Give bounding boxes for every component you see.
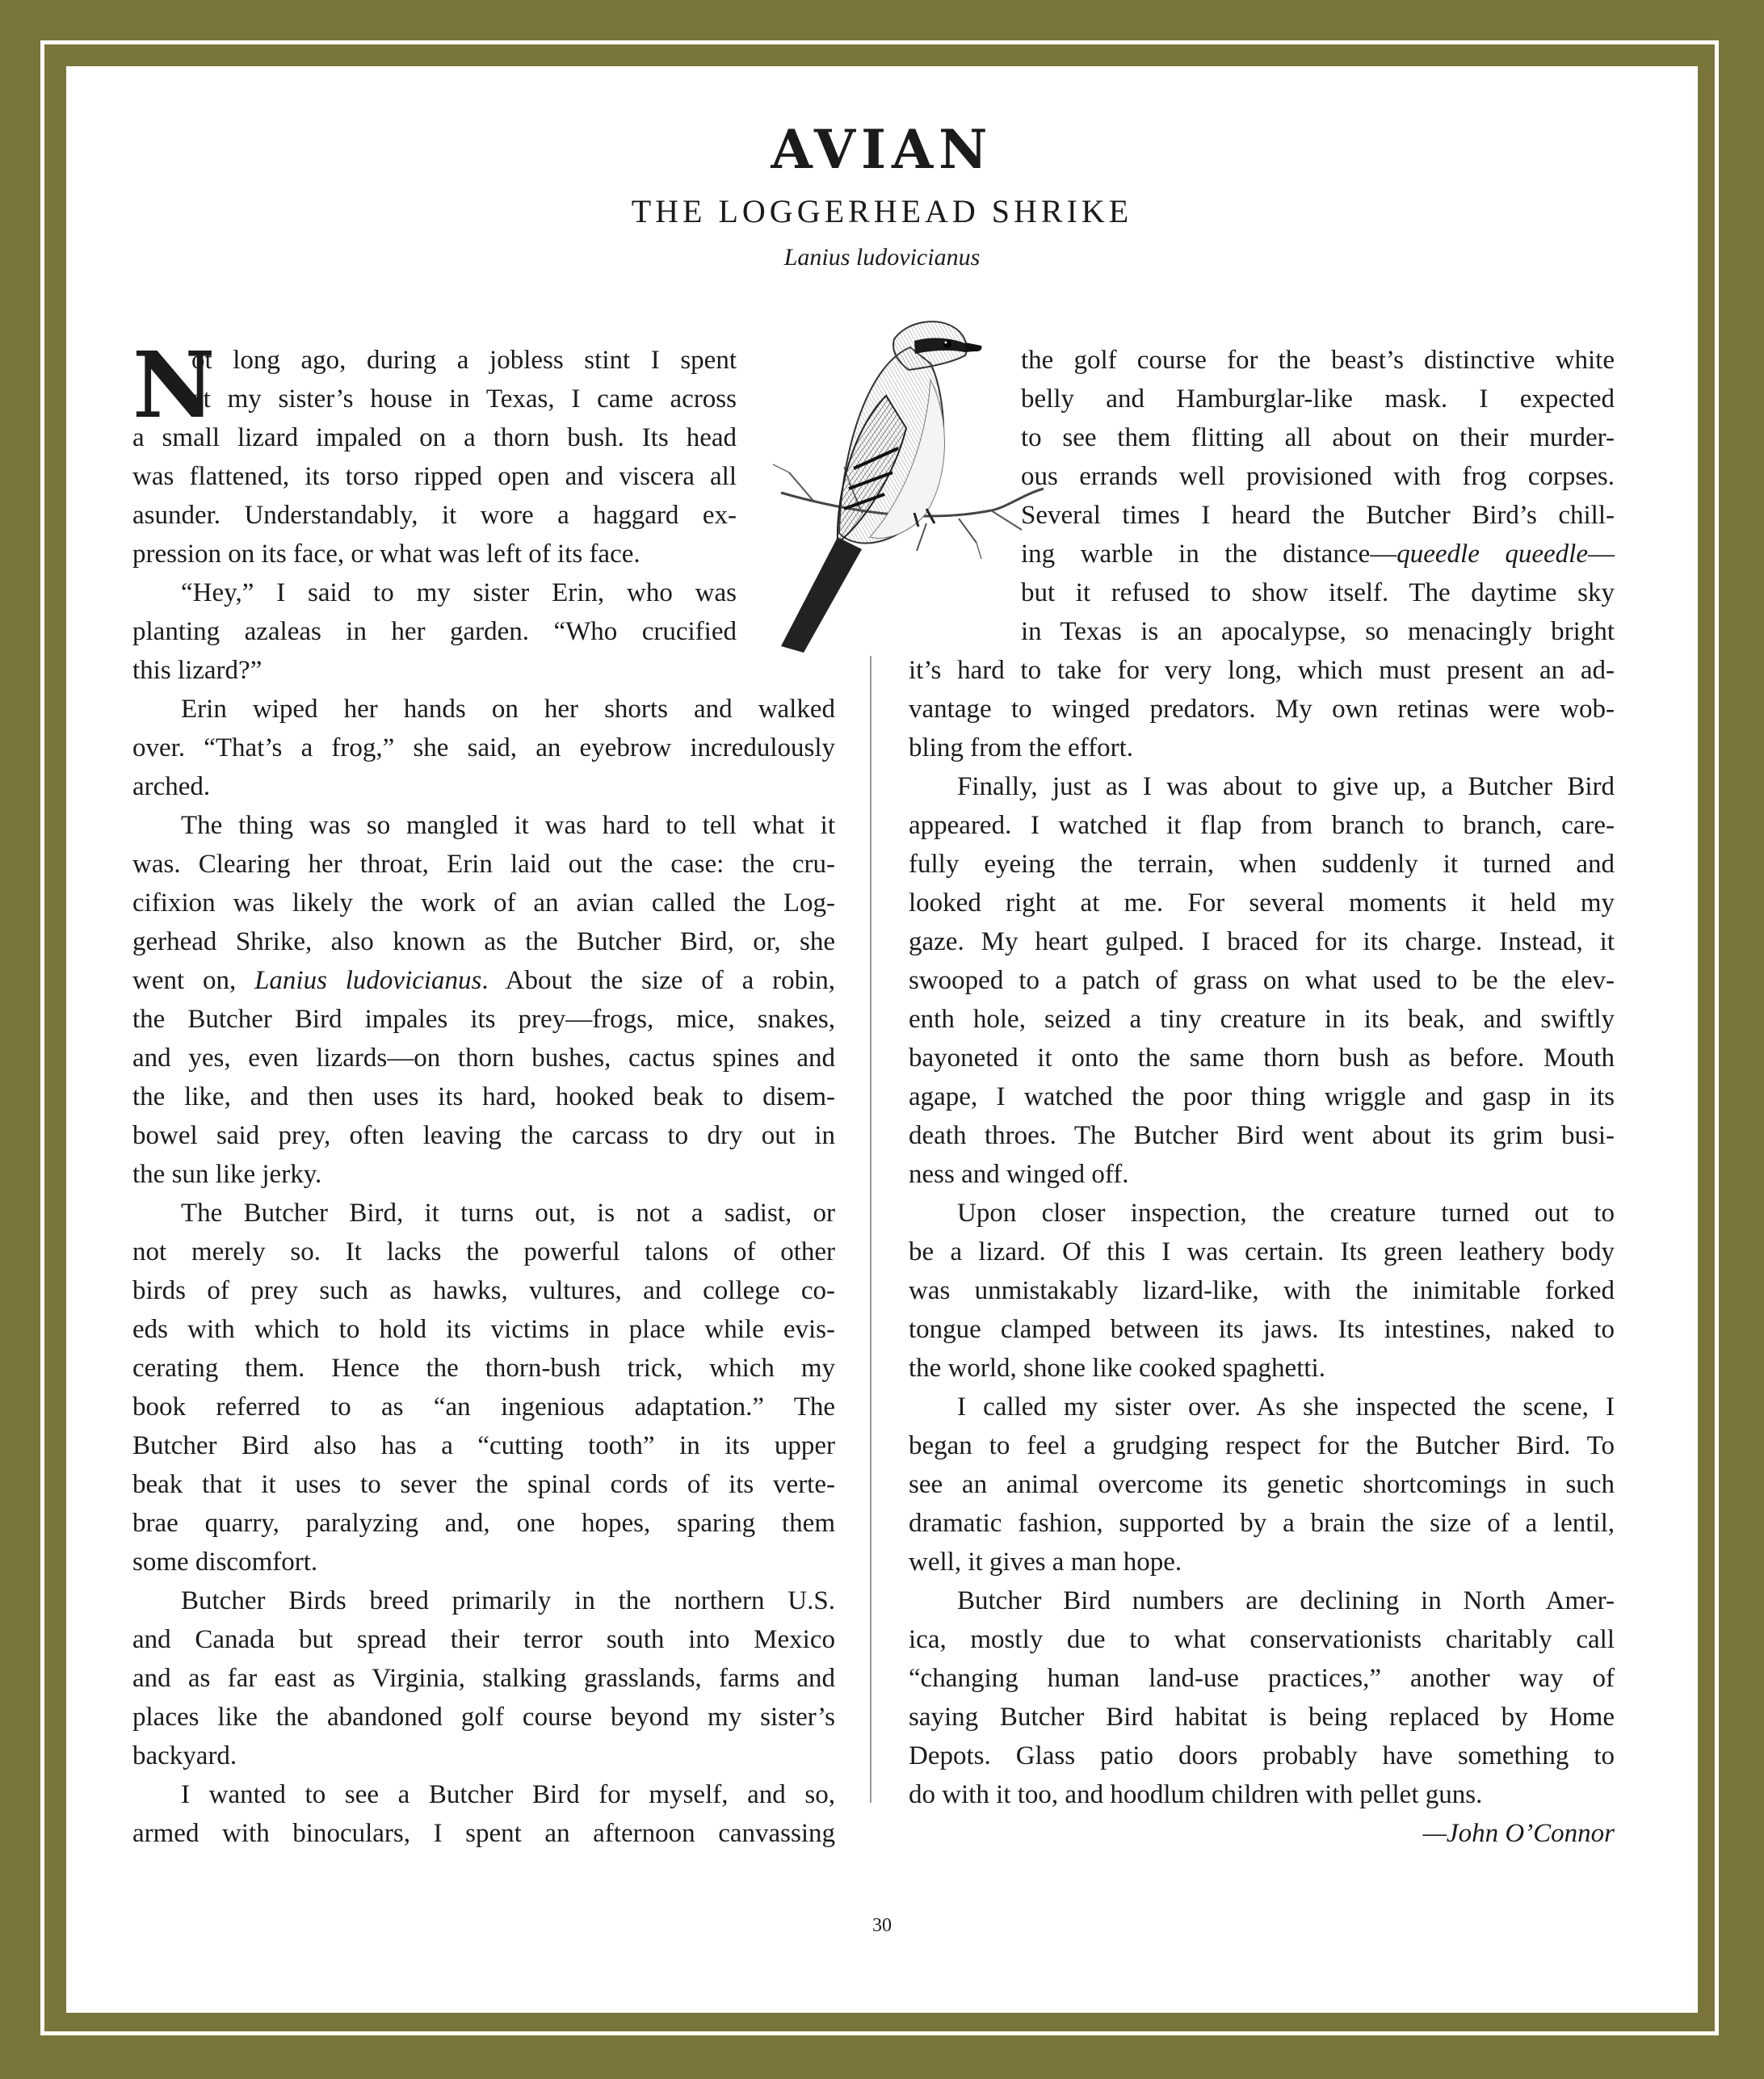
left-col-line: book referred to as “an ingenious adaptation.” The	[132, 1392, 835, 1422]
right-col-line: Finally, just as I was about to give up, a Butcher Bird	[957, 772, 1615, 801]
left-col-line: some discomfort.	[132, 1548, 318, 1577]
left-col-line: was. Clearing her throat, Erin laid out the case: the cru-	[132, 850, 835, 879]
left-col-line: the sun like jerky.	[132, 1160, 322, 1189]
right-col-line: in Texas is an apocalypse, so menacingly bright	[1021, 617, 1615, 646]
author-signature: —John O’Connor	[1422, 1819, 1615, 1848]
left-col-line: a small lizard impaled on a thorn bush. Its head	[132, 423, 737, 452]
right-col-line: to see them flitting all about on their murder-	[1021, 423, 1615, 452]
drop-cap: N	[132, 333, 216, 439]
scientific-name: Lanius ludovicianus	[783, 244, 981, 271]
left-col-line: Butcher Bird also has a “cutting tooth” in its upper	[132, 1431, 835, 1460]
italic-phrase: queedle queedle	[1396, 540, 1588, 569]
right-col-line: was unmistakably lizard-like, with the inimitable forked	[909, 1276, 1615, 1305]
left-col-line: ot long ago, during a jobless stint I spent	[191, 346, 737, 375]
left-col-line: not merely so. It lacks the powerful talons of other	[132, 1237, 835, 1266]
right-col-line: death throes. The Butcher Bird went about its grim busi-	[909, 1121, 1615, 1150]
right-col-line: appeared. I watched it flap from branch to branch, care-	[909, 811, 1615, 840]
right-col-line: but it refused to show itself. The daytime sky	[1021, 578, 1615, 607]
right-col-line: ing warble in the distance—queedle queedle—	[1021, 540, 1615, 569]
left-col-line: and Canada but spread their terror south into Mexico	[132, 1625, 835, 1654]
right-col-line: saying Butcher Bird habitat is being replaced by Home	[909, 1703, 1615, 1732]
right-col-line: I called my sister over. As she inspected the scene, I	[957, 1392, 1615, 1422]
left-col-line: The Butcher Bird, it turns out, is not a sadist, or	[181, 1199, 835, 1228]
left-col-line: and as far east as Virginia, stalking grasslands, farms and	[132, 1664, 835, 1693]
italic-phrase: Lanius ludovicianus	[254, 966, 482, 995]
right-col-line: dramatic fashion, supported by a brain the size of a lentil,	[909, 1509, 1615, 1538]
left-col-line: cerating them. Hence the thorn-bush trick, which my	[132, 1354, 835, 1383]
right-col-line: the golf course for the beast’s distinctive white	[1021, 346, 1615, 375]
right-col-line: ica, mostly due to what conservationists charitably call	[909, 1625, 1615, 1654]
right-col-line: bling from the effort.	[909, 733, 1133, 762]
right-col-line: Upon closer inspection, the creature turned out to	[957, 1199, 1615, 1228]
page-number: 30	[872, 1915, 892, 1936]
page-title: AVIAN	[771, 118, 993, 181]
left-col-line: I wanted to see a Butcher Bird for myself, and so,	[181, 1780, 835, 1809]
left-col-line: went on, Lanius ludovicianus. About the size of a robin,	[132, 966, 835, 995]
left-col-line: the like, and then uses its hard, hooked beak to disem-	[132, 1082, 835, 1111]
right-col-line: ous errands well provisioned with frog corpses.	[1021, 462, 1615, 491]
left-col-line: pression on its face, or what was left of its face.	[132, 540, 640, 569]
left-col-line: at my sister’s house in Texas, I came across	[191, 384, 737, 414]
page	[66, 66, 1698, 2013]
right-col-line: Depots. Glass patio doors probably have something to	[909, 1741, 1615, 1770]
right-col-line: enth hole, seized a tiny creature in its beak, and swiftly	[909, 1005, 1615, 1034]
right-col-line: ness and winged off.	[909, 1160, 1129, 1189]
left-col-line: places like the abandoned golf course beyond my sister’s	[132, 1703, 835, 1732]
left-col-line: cifixion was likely the work of an avian called the Log-	[132, 888, 835, 918]
shrike-illustration	[765, 307, 1056, 662]
column-divider	[870, 656, 872, 1803]
right-col-line: well, it gives a man hope.	[909, 1548, 1182, 1577]
left-col-line: The thing was so mangled it was hard to tell what it	[181, 811, 835, 840]
left-col-line: Butcher Birds breed primarily in the northern U.S.	[181, 1586, 835, 1615]
right-col-line: gaze. My heart gulped. I braced for its charge. Instead, it	[909, 927, 1615, 956]
left-col-line: asunder. Understandably, it wore a haggard ex-	[132, 501, 737, 530]
right-col-line: swooped to a patch of grass on what used to be the elev-	[909, 966, 1615, 995]
right-col-line: vantage to winged predators. My own retinas were wob-	[909, 695, 1615, 724]
article-subtitle: THE LOGGERHEAD SHRIKE	[631, 193, 1133, 229]
right-col-line: “changing human land-use practices,” another way of	[909, 1664, 1615, 1693]
right-col-line: Butcher Bird numbers are declining in North Amer-	[957, 1586, 1615, 1615]
left-col-line: armed with binoculars, I spent an afternoon canvassing	[132, 1819, 835, 1848]
left-col-line: and yes, even lizards—on thorn bushes, cactus spines and	[132, 1044, 835, 1073]
left-col-line: “Hey,” I said to my sister Erin, who was	[181, 578, 737, 607]
right-col-line: agape, I watched the poor thing wriggle and gasp in its	[909, 1082, 1615, 1111]
right-col-line: bayoneted it onto the same thorn bush as before. Mouth	[909, 1044, 1615, 1073]
right-col-line: tongue clamped between its jaws. Its intestines, naked to	[909, 1315, 1615, 1344]
right-col-line: began to feel a grudging respect for the Butcher Bird. To	[909, 1431, 1615, 1460]
left-col-line: eds with which to hold its victims in place while evis-	[132, 1315, 835, 1344]
right-col-line: fully eyeing the terrain, when suddenly it turned and	[909, 850, 1615, 879]
right-col-line: be a lizard. Of this I was certain. Its green leathery body	[909, 1237, 1615, 1266]
right-col-line: do with it too, and hoodlum children with pellet guns.	[909, 1780, 1483, 1809]
left-col-line: this lizard?”	[132, 656, 262, 685]
left-col-line: birds of prey such as hawks, vultures, and college co-	[132, 1276, 835, 1305]
left-col-line: arched.	[132, 772, 211, 801]
left-col-line: brae quarry, paralyzing and, one hopes, sparing them	[132, 1509, 835, 1538]
left-col-line: bowel said prey, often leaving the carcass to dry out in	[132, 1121, 835, 1150]
right-col-line: looked right at me. For several moments it held my	[909, 888, 1615, 918]
left-col-line: backyard.	[132, 1741, 237, 1770]
right-col-line: Several times I heard the Butcher Bird’s chill-	[1021, 501, 1615, 530]
left-col-line: Erin wiped her hands on her shorts and walked	[181, 695, 835, 724]
left-col-line: planting azaleas in her garden. “Who crucified	[132, 617, 737, 646]
left-col-line: was flattened, its torso ripped open and viscera all	[132, 462, 737, 491]
left-col-line: over. “That’s a frog,” she said, an eyebrow incredulously	[132, 733, 835, 762]
left-col-line: beak that it uses to sever the spinal cords of its verte-	[132, 1470, 835, 1499]
right-col-line: the world, shone like cooked spaghetti.	[909, 1354, 1325, 1383]
right-col-line: see an animal overcome its genetic shortcomings in such	[909, 1470, 1615, 1499]
left-col-line: gerhead Shrike, also known as the Butcher Bird, or, she	[132, 927, 835, 956]
right-col-line: belly and Hamburglar-like mask. I expected	[1021, 384, 1615, 414]
left-col-line: the Butcher Bird impales its prey—frogs, mice, snakes,	[132, 1005, 835, 1034]
right-col-line: it’s hard to take for very long, which must present an ad-	[909, 656, 1615, 685]
